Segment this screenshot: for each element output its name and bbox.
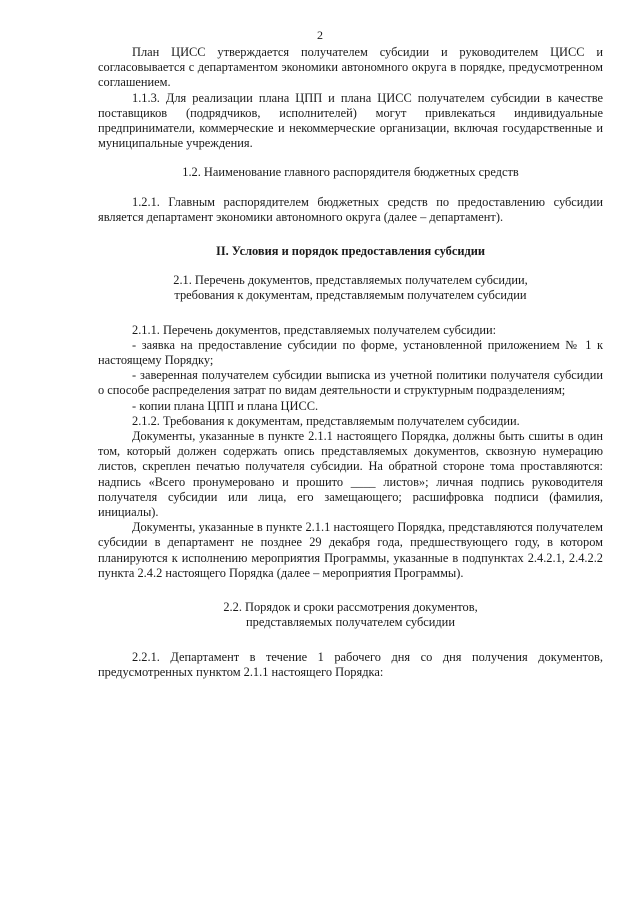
chapter-heading: II. Условия и порядок предоставления субсидии	[216, 244, 485, 259]
section-heading: 2.2. Порядок и сроки рассмотрения документов,	[223, 600, 478, 615]
paragraph: 1.2.1. Главным распорядителем бюджетных средств по предоставлению субсидии является департамент экономики автономного округа (далее – департамент).	[98, 194, 603, 224]
paragraph: 2.1.2. Требования к документам, представляемым получателем субсидии.	[132, 413, 520, 428]
section-heading: требования к документам, представляемым получателем субсидии	[174, 288, 527, 303]
section-heading: представляемых получателем субсидии	[246, 615, 455, 630]
list-item: - копии плана ЦПП и плана ЦИСС.	[132, 398, 319, 413]
page-number: 2	[317, 28, 323, 42]
paragraph: 1.1.3. Для реализации плана ЦПП и плана ЦИСС получателем субсидии в качестве поставщиков (подрядчиков, исполнителей) могут привлекаться индивидуальные предприниматели, коммерческие и некоммерческие организации, включая государственные и муниципальные учреждения.	[98, 90, 603, 151]
paragraph: Документы, указанные в пункте 2.1.1 настоящего Порядка, должны быть сшиты в один том, который должен содержать опись представляемых документов, сквозную нумерацию листов, скреплен печатью получателя субсидии. На обратной стороне тома проставляются: надпись «Всего пронумеровано и прошито ____ листов»; личная подпись руководителя получателя субсидии или лица, его замещающего; расшифровка подписи (фамилия, инициалы).	[98, 429, 603, 520]
section-heading: 1.2. Наименование главного распорядителя бюджетных средств	[182, 165, 519, 180]
section-heading: 2.1. Перечень документов, представляемых получателем субсидии,	[173, 273, 528, 288]
paragraph: План ЦИСС утверждается получателем субсидии и руководителем ЦИСС и согласовывается с департаментом экономики автономного округа в порядке, предусмотренном соглашением.	[98, 45, 603, 90]
paragraph: Документы, указанные в пункте 2.1.1 настоящего Порядка, представляются получателем субсидии в департамент не позднее 29 декабря года, предшествующего году, в котором планируются к исполнению мероприятия Программы, указанные в подпунктах 2.4.2.1, 2.4.2.2 пункта 2.4.2 настоящего Порядка (далее – мероприятия Программы).	[98, 520, 603, 580]
list-item: - заявка на предоставление субсидии по форме, установленной приложением № 1 к настоящему Порядку;	[98, 337, 603, 368]
document-body	[98, 45, 603, 680]
paragraph: 2.1.1. Перечень документов, представляемых получателем субсидии:	[132, 322, 497, 337]
paragraph: 2.2.1. Департамент в течение 1 рабочего дня со дня получения документов, предусмотренных пунктом 2.1.1 настоящего Порядка:	[98, 649, 603, 679]
list-item: - заверенная получателем субсидии выписка из учетной политики получателя субсидии о способе распределения затрат по видам деятельности и структурным подразделениям;	[98, 368, 603, 398]
